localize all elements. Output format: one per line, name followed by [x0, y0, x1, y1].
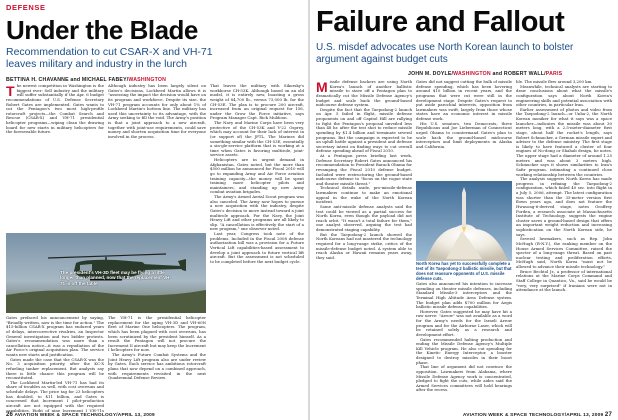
right-byline-author2: and ROBERT WALL/ — [490, 71, 546, 77]
right-byline — [408, 71, 562, 77]
right-footer-text: AVIATION WEEK & SPACE TECHNOLOGY/APRIL 13, 2009 — [462, 413, 604, 418]
left-article-col-1b — [6, 316, 104, 412]
left-col1b-p1: Gates prefaced his announcement by saying, "Broadly written, now is the time for action." The $15-billion CSAR-X program has endured years of delays, intercorrective rivalries, an Inspector General investigation and two bidder protests. Gates's recommendation was more than a cancellation notice—it was a repudiation of the Air Force's original acquisition plan. The service wants new starts and justification. — [6, 316, 104, 357]
left-byline-location: WASHINGTON — [128, 77, 167, 83]
left-dropcap: T — [6, 84, 15, 99]
left-col2b-p2: The Army's Future Combat Systems and the Joint Heavy Lift program also are under review by Gates. Each service has ambitious rotorcraft plans that now depend on a combined approach, with requirements revisited in the next Quadrennial Defense Review. — [108, 352, 206, 381]
right-page-number: 27 — [604, 412, 612, 418]
left-page — [0, 0, 308, 420]
right-article-col-2b — [416, 282, 512, 412]
left-article-col-2b — [108, 316, 206, 412]
left-byline-authors: BETTINA H. CHAVANNE and MICHAEL FABEY/ — [6, 77, 129, 83]
right-col1-p3: At a Pentagon press briefing last week, Defense Secretary Robert Gates announced his recommendation to President Barack Obama for revamping the Fiscal 2010 defense budget. Included were restructuring the ground-based midcourse defense to "focus on the rogue state and theater missile threat." — [316, 153, 412, 186]
left-footer-text: AVIATION WEEK & SPACE TECHNOLOGY/APRIL 13, 2009 — [14, 413, 155, 418]
left-deck: Recommendation to cut CSAR-X and VH-71 leaves military and industry in the lurch — [6, 46, 213, 71]
right-col2-p1: Gates did not suggest cutting the bulk of missile defense spending, which has been hovering around $10 billion in recent years, and the programs that were cut were still in the development stage. Despite Gates's request to put aside parochial interests, opposition from lawmakers was swift, largely from those whose states have an economic interest in missile defense work. — [416, 80, 512, 121]
left-col3-p2: The Navy and Marine Corps have been very protective of the CH-53K and V-22 Osprey, which may account for their lack of interest in (or support of) the JFTL. The Marines did something similar with the CH-53E, essentially a sin-gle-service platform that is working at a time when Gates is favoring multirole, joint-service assets. — [210, 120, 304, 158]
right-col1-p1: issile defense backers are using North Korea's launch of another ballistic missile to stave off a Pentagon plan to dramatically cut the Missile Defense Agency's budget and scale back the ground-based midcourse defense system. — [316, 80, 412, 108]
left-col2-p1: Although industry has been largely silent on Gates's decisions, Lockheed Martin allows it is "assessing the impact the decision would have on its program and workforce. Despite its size, the VH-71 program accounts for only about 1% of Lockheed Martin's bottom line. The military has used this uncertainty to its advantage, with the Army seeking to fill the void. The Army's position is that a joint approach to a new aircraft, together with joint-use requirements, could save money and shorten acquisition time for everyone involved in the process. — [108, 84, 206, 139]
right-col2b-p3: Gates recommended halting production and ending the Missile Defense Agency's Multiple Kill Vehicle program. He also cut spending for the Kinetic Energy Interceptor, a booster designed to destroy missiles in their boost phase. — [416, 336, 512, 365]
right-article-col-3 — [516, 80, 612, 412]
right-col3-p3: Earlier assessment of photos and video from the Taepodong-2 launch—or Unha-2, the North Korean moniker for what it says was a space launcher—indicates the missile was about 30 meters long, with a 2.5-meter-diameter first stage, about half the rocket's length, says Robert Schmucker, a German missile expert and adviser to the defense ministry. The first stage is likely to have featured a cluster of four engines of No-dong or Shahab design, he notes. The upper stage had a diameter of around 1.25 meters and was about 3 meters high. Schmucker says it shows similarities to Iran's Safir program, intimating a continued close working relationship between the countries. — [516, 106, 612, 177]
right-byline-author1: JOHN M. DOYLE/ — [408, 71, 454, 77]
left-headline: Under the Blade — [6, 15, 198, 45]
right-col1-p6: But the Taepodong-2 launch showed the North Koreans had not mastered the technology required for a long-range strike, critics of the missile-defense budget noted. A system able to reach Alaska or Hawaii remains years away, they said. — [316, 231, 412, 260]
right-col1-p2: Despite the fact that the Taepodong-2 launch on Apr. 5 failed in flight, missile defense proponents on and off Capitol Hill are rallying to fight the Pentagon's proposal unveiled less than 48 hr. after the test shot to reduce missile spending by $1.4 billion and terminate several programs. But the campaign is expected to be an uphill battle against a president and defense secretary intent on finding ways to cut overall defense spending ahead of Fiscal 2010. — [316, 106, 412, 154]
left-footer — [6, 412, 155, 418]
left-col2b-p1: The VH-71 is the presidential helicopter replacement for the aging VH-3D and VH-60N fleet of Marine One helicopters. The program, which has been plagued with cost overruns, has been scrutinized by the president himself. As a result the Pentagon will not procure the Increment II aircraft but may keep the Increment I helicopters for now. — [108, 316, 206, 353]
right-footer — [463, 412, 612, 418]
right-headline: Failure and Fallout — [316, 6, 565, 38]
left-col1b-p2: Gates made the case that the CSAR-X was the No. 3 acquisition priority, after the KC-X refueling tanker replacement. But analysts say there is little chance this program will be reconstituted. — [6, 356, 104, 381]
right-col3-p1: ble. The missile flew around 3,200 km. — [516, 80, 593, 84]
left-col3-p3: Helicopters are in urgent demand in Afghanistan, Gates noted, but the more than $500 million he announced for Fiscal 2010 will go to expanding Army and Air Force aviation training capacity—the money will be spent training more helicopter pilots and maintainers, and standing up new Army combat aviation brigades. — [210, 157, 304, 195]
right-dropcap: M — [316, 80, 328, 95]
right-deck: U.S. misdef advocates use North Korean launch to bolster argument against budget cuts — [316, 42, 574, 65]
right-col3-p5: Several lawmakers, such as Rep. John McHugh (R-N.Y.), the ranking member on the House Armed Services Committee, raised the specter of a long-range threat. Based on past nuclear testing and proliferation efforts, McHugh said, North Korea "must not be allowed to advance their missile technology." — [516, 236, 612, 269]
left-col1b-p3: The Lockheed Martin-led VH-71 has had its share of troubles as well, with cost overruns and schedule delays. The price tag for 23 helicopters has doubled, to $11 billion, and Gates is concerned that Increment I pilot-production aircraft are not equipped with the required capabilities. Eight of nine Increment I VH-71s — [6, 379, 104, 412]
right-col2-p2: His U.S. senators, two Democrats, three Republicans and Joe Lieberman of Connecticut urged Obama to countermand Gates's plan to scale back the ground-based midcourse interceptors and limit deployments in Alaska and California. — [416, 120, 512, 149]
section-tag: DEFENSE — [6, 3, 46, 12]
right-col3-p6: Bruce Bechtol Jr., a professor of international relations at the Marine Corps Command and Staff College in Quantico, Va., said he would be "very, very surprised" if Iranians were not in attendance at the launch. — [516, 268, 612, 293]
right-photo-caption: North Korea has yet to successfully complete a test of its Taepodong-2 ballistic missile, but that does not reassure opponents of U.S. missile defense cuts. — [416, 261, 512, 281]
right-col2b-p4: That line of argument did not convince the opposition. Lawmakers from Alabama, where Missile Defense Agency work is concentrated, pledged to fight the cuts, while aides said the Armed Services committees will hold hearings after the recess. — [416, 364, 512, 393]
left-page-number: 26 — [6, 412, 14, 418]
left-article-col-2 — [108, 84, 206, 231]
left-col3-p4: The Army's Armed Aerial Scout program was also canceled. The Army now hopes to pursue a new acquisition with the industry, despite Gates's decision to move instead toward a joint multirole approach. For the Navy, the Joint Heavy Lift and other programs are all likely to slip. "A cancellation is effectively the start of a new program," one observer noted. — [210, 194, 304, 232]
missile-launch-photo — [416, 181, 512, 261]
left-col3-p5: Last year, Congress took note of the problems. Included in the Fiscal 2008 defense authorization bill was a provision for a Future Vertical Lift capabilities-based assessment to develop a joint approach to future vertical lift aircraft. But the assessment is not scheduled to be completed before the next budget cycle. — [210, 231, 304, 264]
right-page — [310, 0, 618, 420]
right-col1-p5: Some anti-missile defense analysts said the test could be viewed as a partial success for North Korea, even though the payload did not reach orbit. "It wasn't a total failure for them," one analyst observed, arguing the test had demonstrated staging capability. — [316, 203, 412, 232]
left-photo-caption: The president's VH-3D fleet may be flying a little longer than planned, now that the replacement VH-71 is off the table. — [60, 270, 172, 286]
missile-photo-graphic — [416, 181, 512, 261]
right-article-col-1 — [316, 80, 412, 412]
left-col3-p1: That leaves the military with Sikorsky's workhorse CH-53K. Although based on an old model, it is entirely new, boasting a gross weight of 84,700 lb., versus 73,000 lb. for the CH-53E. The plan is to procure 200 aircraft, increased from an original request for 156, under the Grow the Force initiative, says Program Manager Capt. Rick Muldoon. — [210, 84, 304, 121]
right-byline-location2: PARIS — [545, 71, 563, 77]
left-col1-p1: he newest competition in Washington is the biggest ever: Sell industry and the military will suffer substantially if the Apr. 6 budget recommendations of U.S. Defense Secretary Robert Gates are implemented. Gates wants to cut the Pentagon's two most high-profile rotorcraft projects—the Combat Search and Rescue (CSAR-X) and VH-71 presidential helicopter programs—wiping clean the drawing board for new starts in military helicopters for the foreseeable future. — [6, 84, 104, 135]
right-article-col-2a — [416, 80, 512, 180]
left-article-col-1 — [6, 84, 104, 231]
right-col3-p2: Meanwhile, technical analysts are starting to draw conclusions about what the missile's configuration says about North Korea's engineering skills and potential association with other countries, in particular Iran. — [516, 83, 612, 108]
left-byline — [6, 77, 166, 83]
right-byline-location1: WASHINGTON — [453, 71, 491, 77]
right-col2b-p1: Gates also announced his intention to increase spending on theater missile defenses, including Standard Missile-3 interceptors and the Terminal High Altitude Area Defense system. The budget plan adds $700 million for Aegis ballistic missile defense capabilities. — [416, 282, 512, 310]
left-article-col-3 — [210, 84, 304, 419]
right-col2b-p2: However, Gates suggested he may have hit a raw nerve: "Arrow" was not available as a word for the Army's needs for the Israeli Arrow program and for the Airborne Laser, which will be retained solely as a research and development effort. — [416, 308, 512, 337]
right-col1-p4: Technical details aside, pro-missile-defense lawmakers continue to make an emotional appeal in the wake of the North Korean incident. — [316, 185, 412, 205]
right-col3-p4: The analysis suggests North Korea has made progress in refining the Taepodong-2 configuration, which failed 40 sec. into flight in a July 5, 2006, attempt. The latest configuration was shorter than the 35-meter version first flown years ago, and does not feature the Hwasong-6-derived stage, notes Geoffrey Forden, a research associate at Massachusetts Institute of Technology, suggests the engine cluster saves a ground-based design that offers an important weight reduction and increasing sophistication on the North Korean side, he says. — [516, 176, 612, 237]
